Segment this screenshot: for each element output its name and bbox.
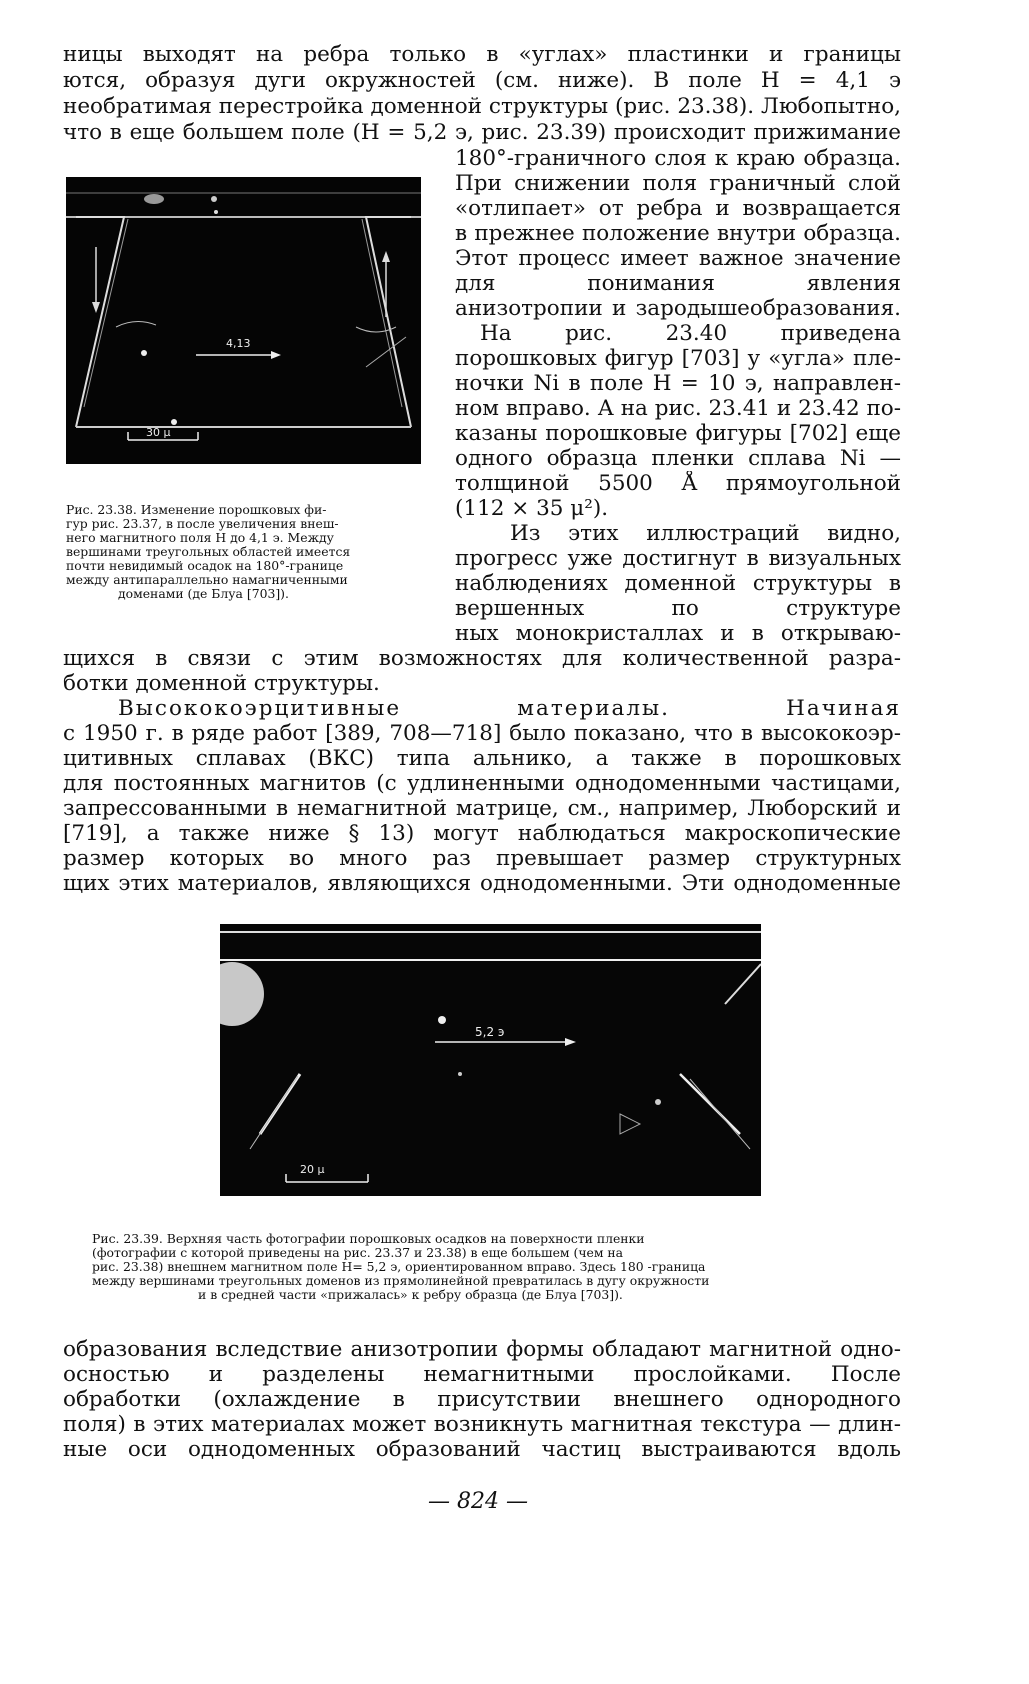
caption-line: между антипараллельно намагниченными: [66, 572, 348, 587]
text-line: запрессованными в немагнитной матрице, см., например, Люборский и: [63, 796, 901, 821]
caption-line: Рис. 23.39. Верхняя часть фотографии порошковых осадков на поверхности пленки: [92, 1231, 645, 1246]
field-label: 5,2 э: [475, 1025, 505, 1039]
text-line: прогресс уже достигнут в визуальных: [455, 546, 901, 571]
text-line: одного образца пленки сплава Ni —: [455, 446, 901, 471]
text-line: На рис. 23.40 приведена: [480, 321, 901, 346]
page-number: — 824 —: [428, 1489, 528, 1514]
caption-line: между вершинами треугольных доменов из прямолинейной превратилась в дугу окружности: [92, 1273, 710, 1288]
caption-line: него магнитного поля H до 4,1 э. Между: [66, 530, 334, 545]
text-line: толщиной 5500 Å прямоугольной: [455, 471, 901, 496]
text-line: в прежнее положение внутри образца.: [455, 221, 901, 246]
caption-line: доменами (де Блуа [703]).: [118, 586, 289, 601]
text-line: осностью и разделены немагнитными прослойками. После: [63, 1362, 901, 1387]
caption-line: и в средней части «прижалась» к ребру образца (де Блуа [703]).: [198, 1287, 623, 1302]
text-line: ном вправо. А на рис. 23.41 и 23.42 по-: [455, 396, 901, 421]
text-line: обработки (охлаждение в присутствии внешнего однородного: [63, 1387, 901, 1412]
powder-pattern-image: [66, 177, 421, 464]
text-line: что в еще большем поле (H = 5,2 э, рис. 23.39) происходит прижимание: [63, 120, 901, 145]
text-line: наблюдениях доменной структуры в: [455, 571, 901, 596]
text-line: При снижении поля граничный слой: [455, 171, 901, 196]
field-label: 4,13: [226, 337, 251, 350]
section-heading-line: Высококоэрцитивные материалы. Начиная: [118, 696, 901, 721]
caption-line: Рис. 23.38. Изменение порошковых фи-: [66, 502, 327, 517]
text-line: щих этих материалов, являющихся однодоменными. Эти однодоменные: [63, 871, 901, 896]
text-line: ницы выходят на ребра только в «углах» пластинки и границы: [63, 42, 901, 67]
powder-pattern-image: [220, 924, 761, 1196]
text-line: казаны порошковые фигуры [702] еще: [455, 421, 901, 446]
text-line: анизотропии и зародышеобразования.: [455, 296, 901, 321]
caption-line: (фотографии с которой приведены на рис. 23.37 и 23.38) в еще большем (чем на: [92, 1245, 624, 1260]
text-line: 180°-граничного слоя к краю образца.: [455, 146, 901, 171]
text-line: образования вследствие анизотропии формы обладают магнитной одно-: [63, 1337, 901, 1362]
caption-line: вершинами треугольных областей имеется: [66, 544, 351, 559]
text-line: щихся в связи с этим возможностях для количественной разра-: [63, 646, 901, 671]
text-line: для постоянных магнитов (с удлиненными однодоменными частицами,: [63, 771, 901, 796]
scale-label: 20 μ: [300, 1163, 325, 1176]
text-line: ные оси однодоменных образований частиц выстраиваются вдоль: [63, 1437, 901, 1462]
text-line: ных монокристаллах и в открываю-: [455, 621, 901, 646]
figure-23-39-photo: [220, 924, 761, 1196]
text-line: цитивных сплавах (ВКС) типа альнико, а также в порошковых: [63, 746, 901, 771]
text-line: с 1950 г. в ряде работ [389, 708—718] было показано, что в высококоэр-: [63, 721, 901, 746]
caption-line: рис. 23.38) внешнем магнитном поле H= 5,2 э, ориентированном вправо. Здесь 180 -граница: [92, 1259, 706, 1274]
text-line: необратимая перестройка доменной структуры (рис. 23.38). Любопытно,: [63, 94, 901, 119]
text-line: (112 × 35 μ²).: [455, 496, 609, 521]
text-line: размер которых во много раз превышает размер структурных: [63, 846, 901, 871]
text-line: порошковых фигур [703] у «угла» пле-: [455, 346, 901, 371]
figure-23-38-photo: [66, 177, 421, 464]
scale-label: 30 μ: [146, 426, 171, 439]
text-line: для понимания явления: [455, 271, 901, 296]
text-line: поля) в этих материалах может возникнуть магнитная текстура — длин-: [63, 1412, 901, 1437]
text-line: [719], а также ниже § 13) могут наблюдаться макроскопические: [63, 821, 901, 846]
text-line: Из этих иллюстраций видно,: [510, 521, 901, 546]
text-line: ботки доменной структуры.: [63, 671, 380, 696]
text-line: «отлипает» от ребра и возвращается: [455, 196, 901, 221]
text-line: Этот процесс имеет важное значение: [455, 246, 901, 271]
text-line: вершенных по структуре: [455, 596, 901, 621]
text-line: ночки Ni в поле H = 10 э, направлен-: [455, 371, 901, 396]
caption-line: почти невидимый осадок на 180°-границе: [66, 558, 344, 573]
text-line: ются, образуя дуги окружностей (см. ниже). В поле H = 4,1 э: [63, 68, 901, 93]
caption-line: гур рис. 23.37, в после увеличения внеш-: [66, 516, 339, 531]
